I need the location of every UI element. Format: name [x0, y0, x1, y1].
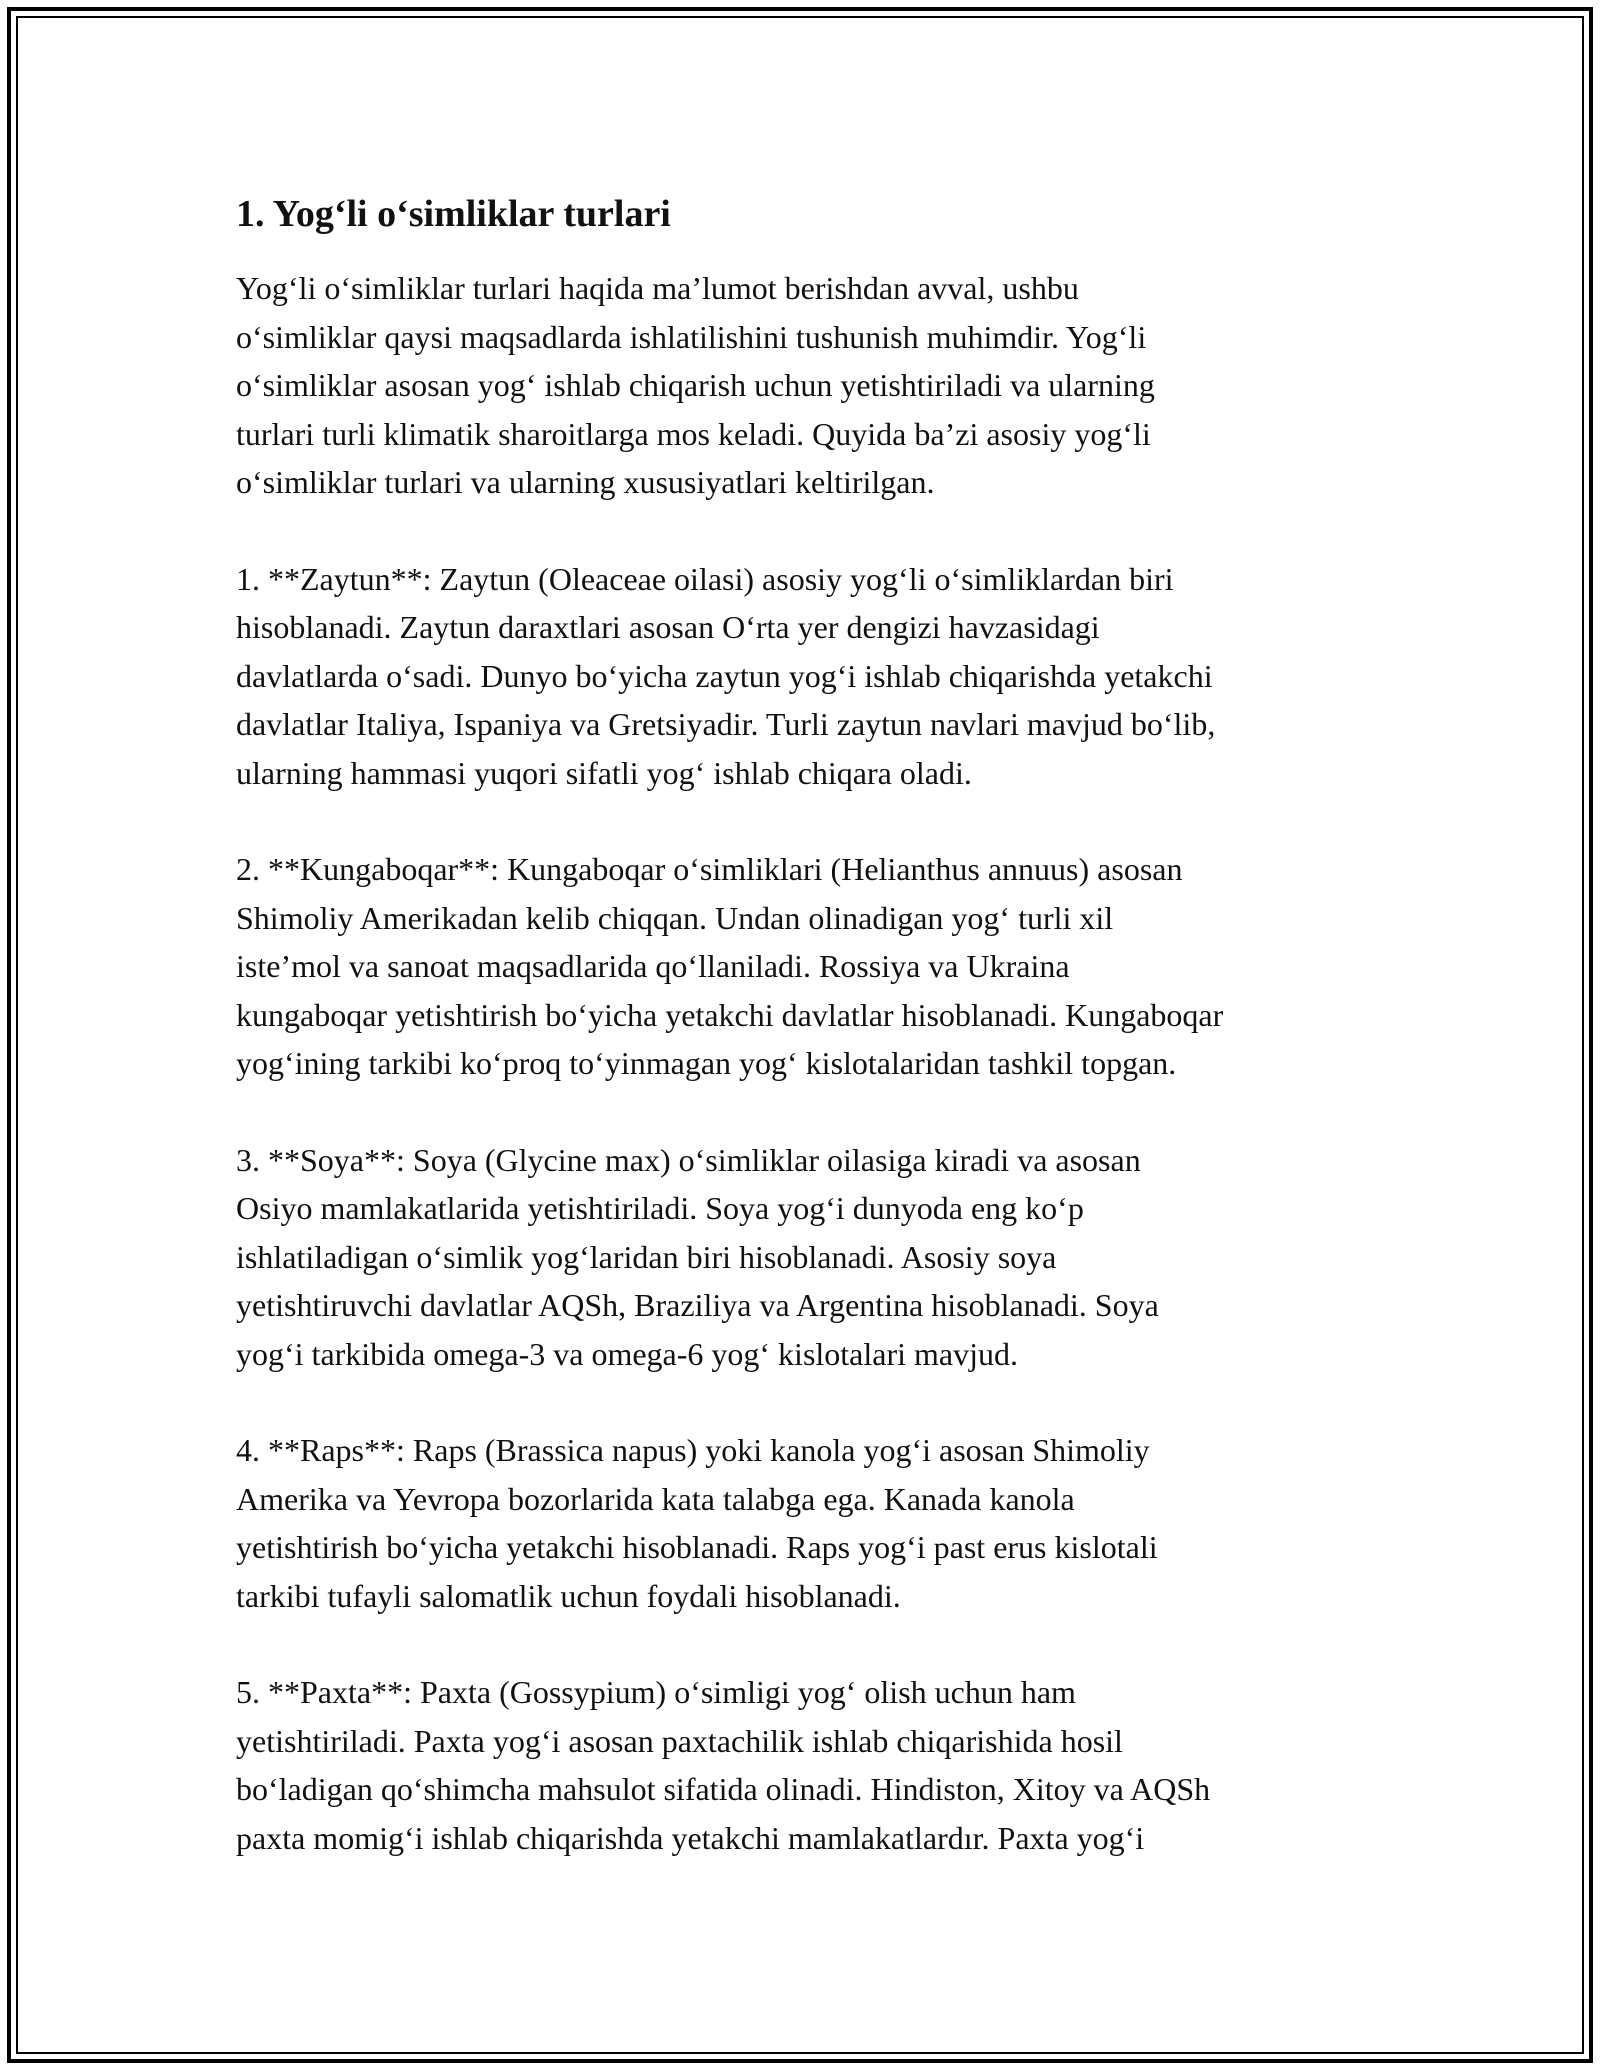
paragraph-zaytun: 1. **Zaytun**: Zaytun (Oleaceae oilasi) asosiy yog‘li o‘simliklardan biri hisoblanadi. Zaytun daraxtlari asosan O‘rta yer dengizi havzasidagi davlatlarda o‘sadi. Dunyo bo‘yicha zaytun yog‘i ishlab chiqarishda yetakchi davlatlar Italiya, Ispaniya va Gretsiyadir. Turli zaytun navlari mavjud bo‘lib, ularning hammasi yuqori sifatli yog‘ ishlab chiqara oladi.	[236, 560, 1216, 791]
paragraph-raps: 4. **Raps**: Raps (Brassica napus) yoki kanola yog‘i asosan Shimoliy Amerika va Yevropa bozorlarida kata talabga ega. Kanada kanola yetishtirish bo‘yicha yetakchi hisoblanadi. Raps yog‘i past erus kislotali tarkibi tufayli salomatlik uchun foydali hisoblanadi.	[236, 1432, 1158, 1614]
intro-paragraph: Yog‘li o‘simliklar turlari haqida ma’lumot berishdan avval, ushbu o‘simliklar qaysi maqsadlarda ishlatilishini tushunish muhimdir. Yog‘li o‘simliklar asosan yog‘ ishlab chiqarish uchun yetishtiriladi va ularning turlari turli klimatik sharoitlarga mos keladi. Quyida ba’zi asosiy yog‘li o‘simliklar turlari va ularning xususiyatlari keltirilgan.	[236, 270, 1155, 500]
document-body	[236, 188, 1376, 1910]
paragraph-paxta: 5. **Paxta**: Paxta (Gossypium) o‘simligi yog‘ olish uchun ham yetishtiriladi. Paxta yog‘i asosan paxtachilik ishlab chiqarishida hosil bo‘ladigan qo‘shimcha mahsulot sifatida olinadi. Hindiston, Xitoy va AQSh paxta momig‘i ishlab chiqarishda yetakchi mamlakatlardır. Paxta yog‘i	[236, 1674, 1211, 1856]
paragraph-soya: 3. **Soya**: Soya (Glycine max) o‘simliklar oilasiga kiradi va asosan Osiyo mamlakatlarida yetishtiriladi. Soya yog‘i dunyoda eng ko‘p ishlatiladigan o‘simlik yog‘laridan biri hisoblanadi. Asosiy soya yetishtiruvchi davlatlar AQSh, Braziliya va Argentina hisoblanadi. Soya yog‘i tarkibida omega-3 va omega-6 yog‘ kislotalari mavjud.	[236, 1141, 1159, 1372]
paragraph-kungaboqar: 2. **Kungaboqar**: Kungaboqar o‘simliklari (Helianthus annuus) asosan Shimoliy Amerikadan kelib chiqqan. Undan olinadigan yog‘ turli xil iste’mol va sanoat maqsadlarida qo‘llaniladi. Rossiya va Ukraina kungaboqar yetishtirish bo‘yicha yetakchi davlatlar hisoblanadi. Kungaboqar yog‘ining tarkibi ko‘proq to‘yinmagan yog‘ kislotalaridan tashkil topgan.	[236, 851, 1224, 1081]
section-heading: 1. Yog‘li o‘simliklar turlari	[236, 193, 671, 235]
